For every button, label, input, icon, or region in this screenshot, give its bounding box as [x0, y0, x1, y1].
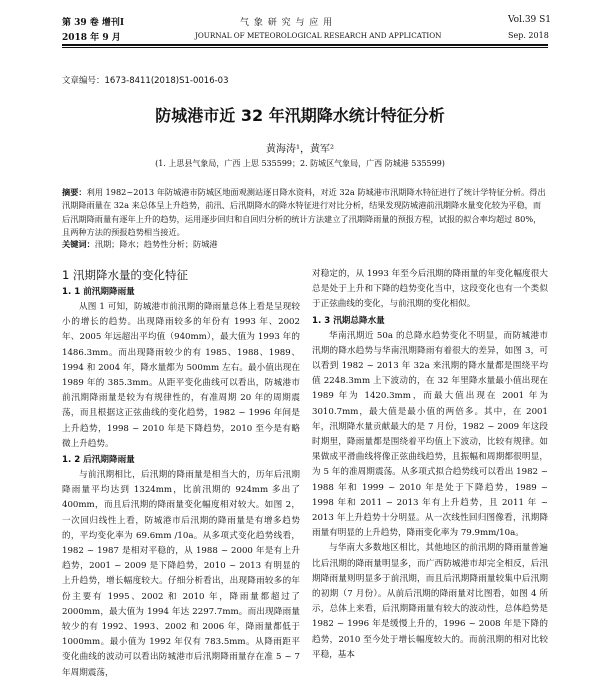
header-volume: 第 39 卷 增刊Ⅰ [62, 18, 125, 28]
subsection-1-1-heading: 1. 1 前汛期降雨量 [62, 287, 135, 297]
header-vol-en: Vol.39 S1 [508, 15, 552, 25]
header-rule-thin [62, 47, 548, 48]
abstract-text: 利用 1982~2013 年防城港市防城区地面观测站逐日降水资料，对近 32a 防城港市汛期降水特征进行了统计学特征分析。得出汛期降雨量在 32a 来总体呈上升趋势，前汛、后汛期降水的降水特征进行对比分析，结果发现防城港前汛期降水量变化较为平稳，而后汛期降雨量有逐年上升的趋势，运用逐步回归和自回归分析的统计方法建立了汛期降雨量的预报方程，试报的拟合率均超过 80%，且两种方法的预报趋势相当接近。 [62, 187, 546, 238]
authors: 黄海涛¹，黄军² [265, 144, 335, 155]
paragraph-2: 与前汛期相比，后汛期的降雨量是相当大的，历年后汛期降雨量平均达到 1324mm，比前汛期的 924mm 多出了 400mm，而且后汛期的降雨量变化幅度相对较大。如图 2，一次回归线性上看，防城港市后汛期的降雨量是有增多趋势的，平均变化率为 69.6mm /10a。从多项式变化趋势线看，1982 ~ 1987 是相对平稳的，从 1988 ~ 2000 年是有上升趋势，2001 ~ 2009 是下降趋势，2010 ~ 2013 有明显的上升趋势，增长幅度较大。仔细分析看出，出现降雨较多的年份主要有 1995、2002 和 2010 年，降雨量都超过了 2000mm，最大值为 1994 年达 2297.7mm。而出现降雨量较少的有 1992、1993、2002 和 2006 年，降雨量都低于 1000mm。最小值为 1992 年仅有 783.5mm。从降雨距平变化曲线的波动可以看出防城港市后汛期降雨量存在准 5 ~ 7 年周期震荡， [62, 470, 300, 678]
keywords-text: 汛期；降水；趋势性分析；防城港 [94, 239, 218, 249]
paragraph-4: 华南汛期近 50a 的总降水趋势变化不明显，而防城港市汛期的降水趋势与华南汛期降雨有着很大的差异，如图 3，可以看到 1982 ~ 2013 年 32a 来汛期的降水量都是围绕平均值 2248.3mm 上下波动的，在 32 年里降水量最小值出现在 1989 年为 1420.3mm，而最大值出现在 2001 年为 3010.7mm，最大值是最小值的两倍多。其中，在 2001 年，汛期降水量贡献最大的是 7 月份，1982 ~ 2009 年这段时期里，降雨量都是围绕着平均值上下波动，比较有规律。如果做成平滑曲线将像正弦曲线趋势，且振幅和周期都很明显，为 5 年的准周期震荡。从多项式拟合趋势线可以看出 1982 ~ 1988 年和 1999 ~ 2010 年是处于下降趋势，1989 ~ 1998 年和 2011 ~ 2013 年有上升趋势，且 2011 年 ~ 2013 年上升趋势十分明显。从一次线性回归图像看，汛期降雨量有明显的上升趋势，降雨变化率为 79.9mm/10a。 [312, 330, 548, 539]
section-1-heading: 1 汛期降水量的变化特征 [62, 268, 188, 282]
header-journal-en: JOURNAL OF METEOROLOGICAL RESEARCH AND APPLICATION [195, 31, 442, 40]
abstract [62, 186, 548, 240]
keywords-label: 关键词： [62, 239, 95, 249]
subsection-1-3-heading: 1. 3 汛期总降水量 [312, 315, 385, 326]
affiliation: (1. 上思县气象局，广西 上思 535599；2. 防城区气象局，广西 防城港 535599) [155, 159, 445, 168]
paragraph-5: 与华南大多数地区相比，其他地区的前汛期的降雨量普遍比后汛期的降雨量明显多，而广西防城港市却完全相反，后汛期降雨量则明显多于前汛期，而且后汛期降雨量较集中后汛期的初期（7 月份）。从前后汛期的降雨量对比图看，如图 4 所示，总体上来看，后汛期降雨量有较大的波动性，总体趋势是 1982 ~ 1996 年是缓慢上升的，1996 ~ 2008 年是下降的趋势，2010 至今处于增长幅度较大的。而前汛期的相对比较平稳，基本 [312, 543, 548, 660]
subsection-1-2-heading: 1. 2 后汛期降雨量 [62, 455, 135, 466]
header-date-cn: 2018 年 9 月 [62, 33, 121, 43]
left-column [62, 266, 300, 681]
keywords [62, 239, 548, 250]
header-journal-cn: 气 象 研 究 与 应 用 [240, 18, 334, 28]
header-date-en: Sep. 2018 [508, 31, 549, 40]
paragraph-1: 从图 1 可知，防城港市前汛期的降雨量总体上看是呈现较小的增长的趋势。出现降雨较多的年份有 1993 年、2002 年、2005 年远超出平均值（940mm），最大值为 1993 年的 1486.3mm。而出现降雨较少的有 1985、1988、1989、1994 和 2004 年，降水量都为 500mm 左右。最小值出现在 1989 年的 385.3mm。从距平变化曲线可以看出，防城港市前汛期降雨量是较为有规律性的，有准周期 20 年的周期震荡，而且根据这正弦曲线的变化趋势，1982 ~ 1996 年间是上升趋势，1998 ~ 2010 年是下降趋势，2010 至今是有略微上升趋势。 [62, 302, 300, 449]
page-title: 防城港市近 32 年汛期降水统计特征分析 [155, 106, 445, 125]
right-column [312, 267, 548, 663]
header-rule-thick [62, 44, 548, 46]
paragraph-3: 对稳定的，从 1993 年至今后汛期的降雨量的年变化幅度很大总是处于上升和下降的趋势变化当中，这段变化也有一个类似于正弦曲线的变化，与前汛期的变化相似。 [312, 269, 548, 310]
article-number: 文章编号：1673-8411(2018)S1-0016-03 [62, 76, 229, 86]
abstract-label: 摘要： [62, 187, 87, 197]
